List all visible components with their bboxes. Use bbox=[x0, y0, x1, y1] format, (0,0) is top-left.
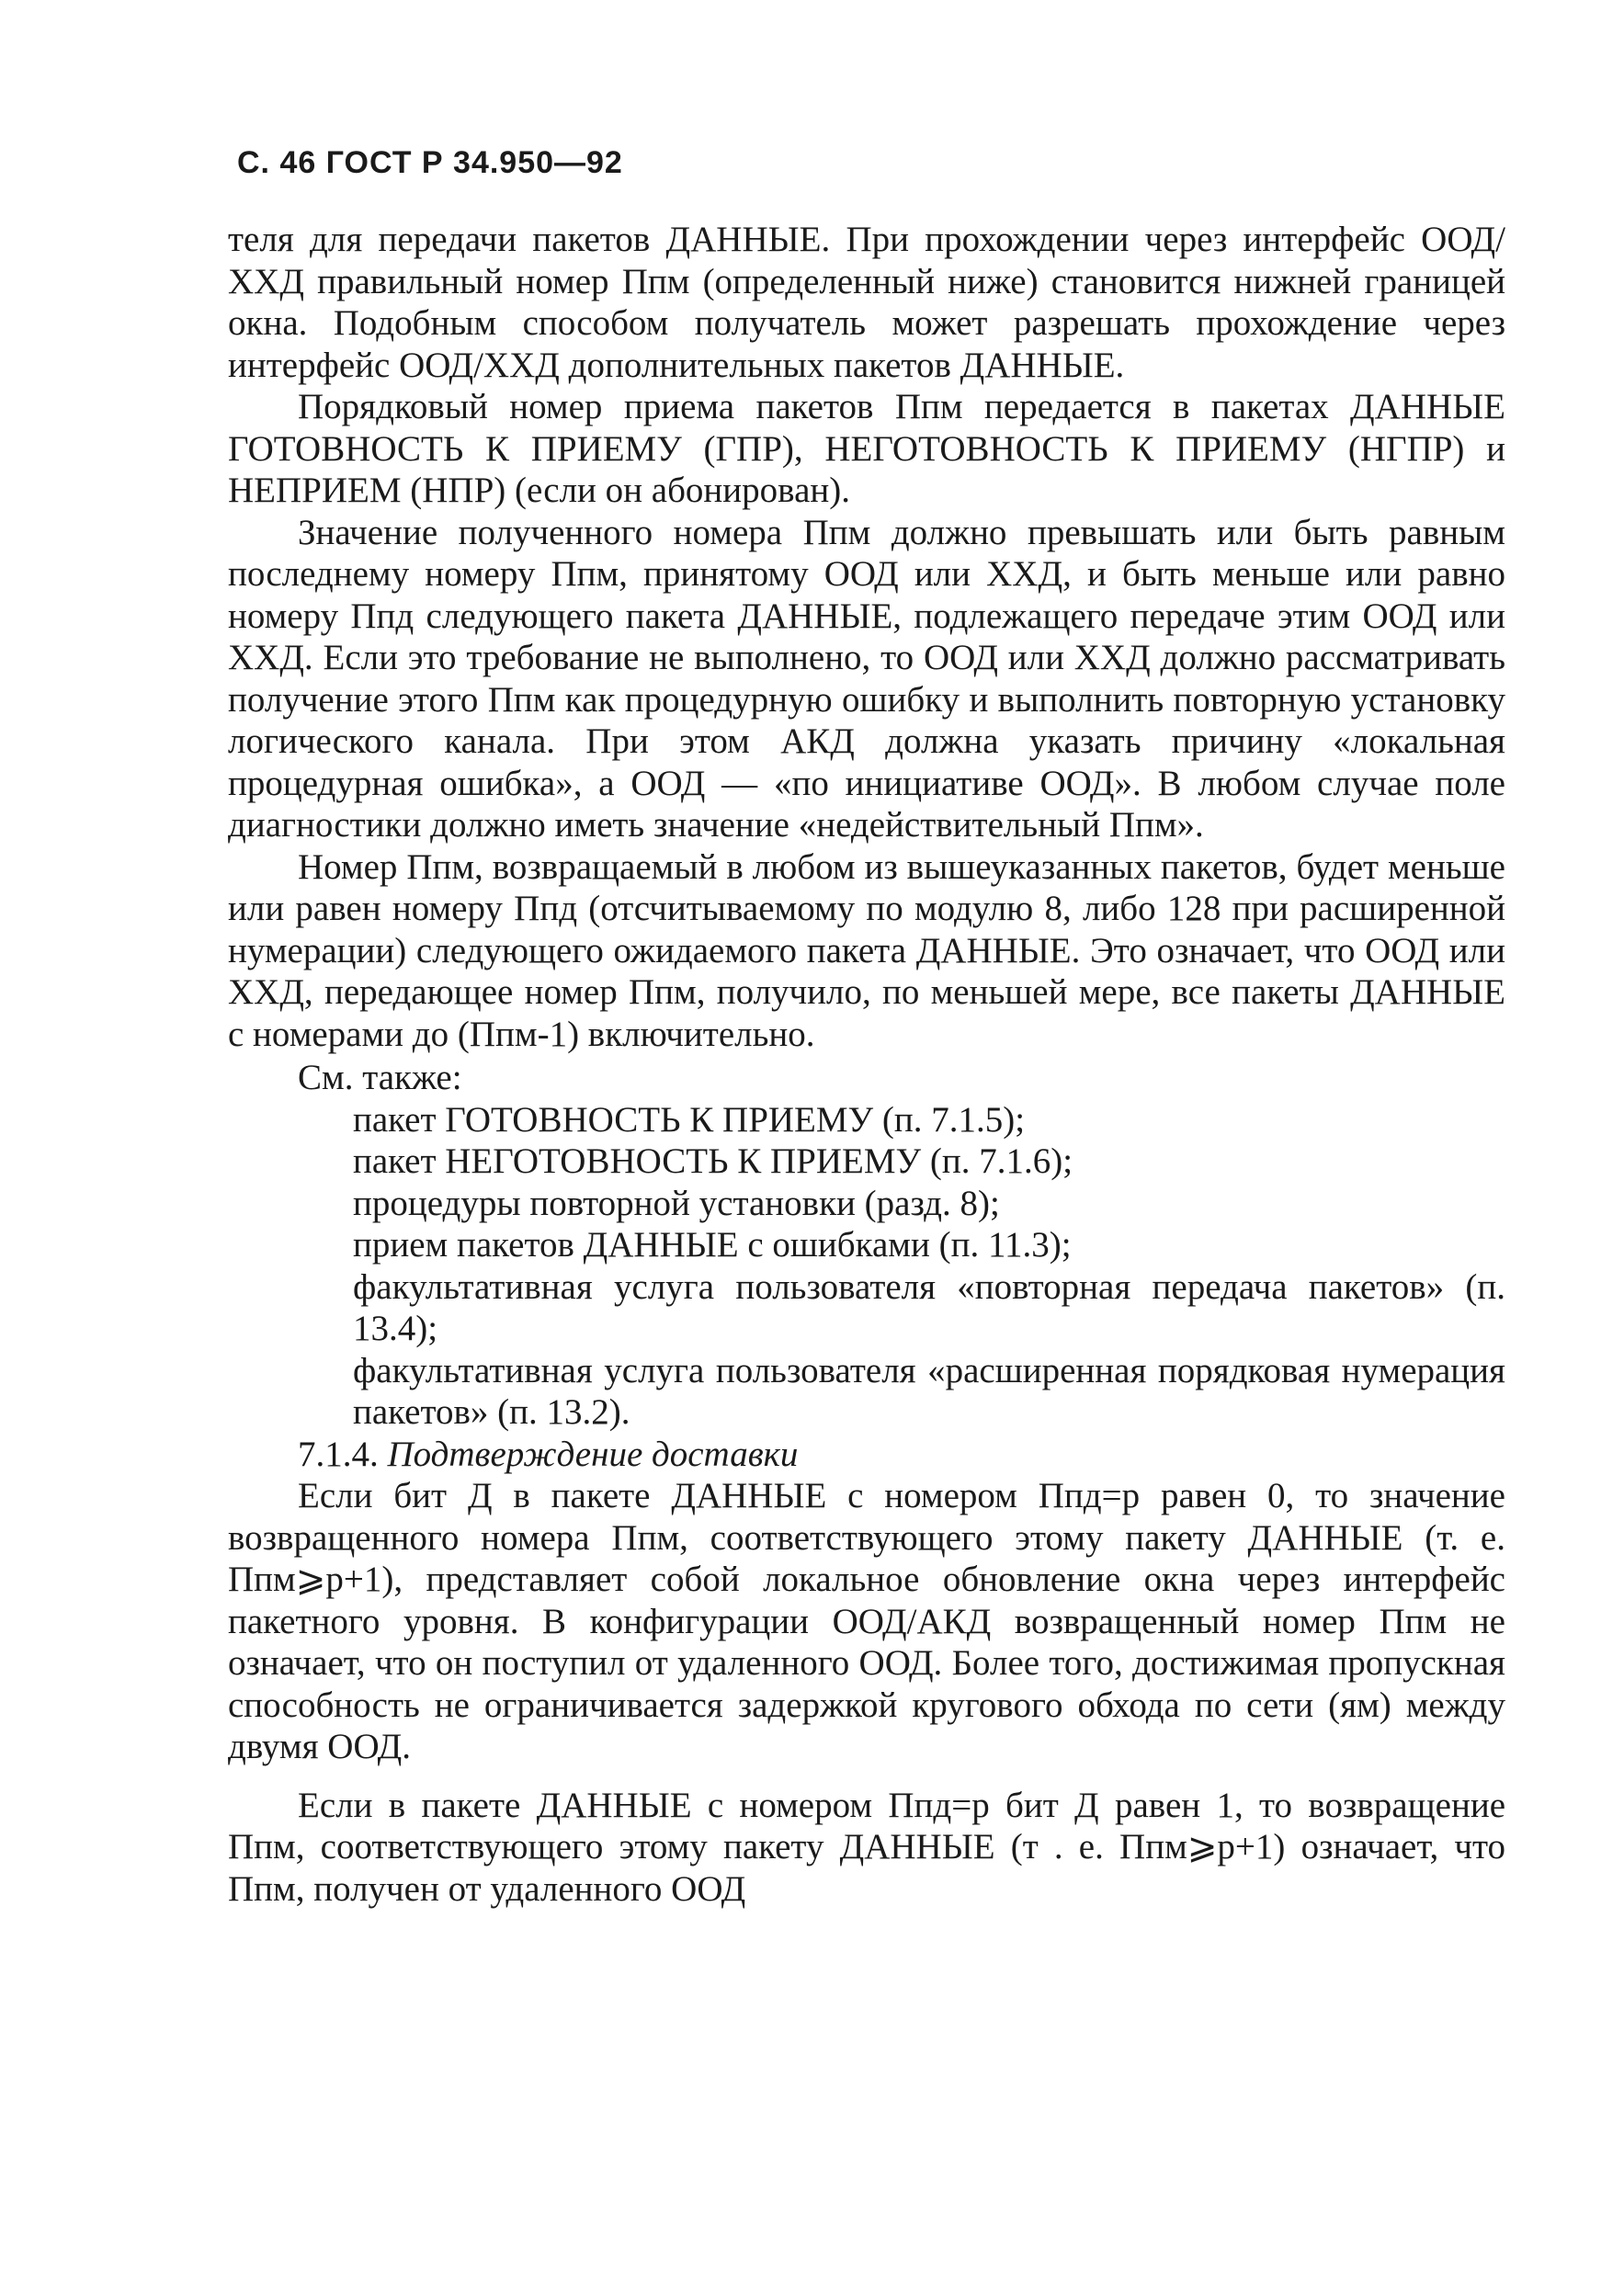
list-item: пакет НЕГОТОВНОСТЬ К ПРИЕМУ (п. 7.1.6); bbox=[353, 1141, 1073, 1181]
paragraph: Номер Ппм, возвращаемый в любом из вышеуказанных пакетов, будет меньше или равен номеру Ппд (отсчитываемому по модулю 8, либо 128 при расширенной нумерации) следующего ожидаемого пакета ДАННЫЕ. Это означает, что ООД или ХХД, передающее номер Ппм, получило, по меньшей мере, все пакеты ДАННЫЕ с номерами до (Ппм-1) включительно. bbox=[228, 846, 1505, 1054]
see-also-list bbox=[228, 1099, 1505, 1434]
list-item: прием пакетов ДАННЫЕ с ошибками (п. 11.3); bbox=[353, 1225, 1072, 1265]
paragraph: Если в пакете ДАННЫЕ с номером Ппд=р бит Д равен 1, то возвращение Ппм, соответствующего этому пакету ДАННЫЕ (т . е. Ппм⩾р+1) означает, что Ппм, получен от удаленного ООД bbox=[228, 1785, 1505, 1909]
paragraph: Если бит Д в пакете ДАННЫЕ с номером Ппд=р равен 0, то значение возвращенного номера Ппм, соответствующего этому пакету ДАННЫЕ (т. е. Ппм⩾р+1), представляет собой локальное обновление окна через интерфейс пакетного уровня. В конфигурации ООД/АКД возвращенный номер Ппм не означает, что он поступил от удаленного ООД. Более того, достижимая пропускная способность не ограничивается задержкой кругового обхода по сети (ям) между двумя ООД. bbox=[228, 1476, 1505, 1766]
see-also-label: См. также: bbox=[298, 1058, 462, 1097]
document-body bbox=[228, 219, 1505, 1910]
list-item: факультативная услуга пользователя «расширенная порядковая нумерация пакетов» (п. 13.2). bbox=[353, 1350, 1505, 1432]
list-item: пакет ГОТОВНОСТЬ К ПРИЕМУ (п. 7.1.5); bbox=[353, 1099, 1026, 1140]
paragraph: Значение полученного номера Ппм должно превышать или быть равным последнему номеру Ппм, принятому ООД или ХХД, и быть меньше или равно номеру Ппд следующего пакета ДАННЫЕ, подлежащего передаче этим ООД или ХХД. Если это требование не выполнено, то ООД или ХХД должно рассматривать получение этого Ппм как процедурную ошибку и выполнить повторную установку логического канала. При этом АКД должна указать причину «локальная процедурная ошибка», а ООД — «по инициативе ООД». В любом случае поле диагностики должно иметь значение «недействительный Ппм». bbox=[228, 512, 1505, 845]
paragraph: теля для передачи пакетов ДАННЫЕ. При прохождении через интерфейс ООД/ХХД правильный номер Ппм (определенный ниже) становится нижней границей окна. Подобным способом получатель может разрешать прохождение через интерфейс ООД/ХХД дополнительных пакетов ДАННЫЕ. bbox=[228, 220, 1505, 385]
running-header: С. 46 ГОСТ Р 34.950—92 bbox=[237, 145, 623, 180]
section-number: 7.1.4. bbox=[298, 1434, 379, 1474]
list-item: факультативная услуга пользователя «повторная передача пакетов» (п. 13.4); bbox=[353, 1266, 1505, 1348]
section-heading bbox=[228, 1434, 1505, 1476]
section-title: Подтверждение доставки bbox=[387, 1434, 799, 1474]
paragraph: Порядковый номер приема пакетов Ппм передается в пакетах ДАННЫЕ ГОТОВНОСТЬ К ПРИЕМУ (ГПР), НЕГОТОВНОСТЬ К ПРИЕМУ (НГПР) и НЕПРИЕМ (НПР) (если он абонирован). bbox=[228, 387, 1505, 510]
list-item: процедуры повторной установки (разд. 8); bbox=[353, 1183, 1000, 1223]
